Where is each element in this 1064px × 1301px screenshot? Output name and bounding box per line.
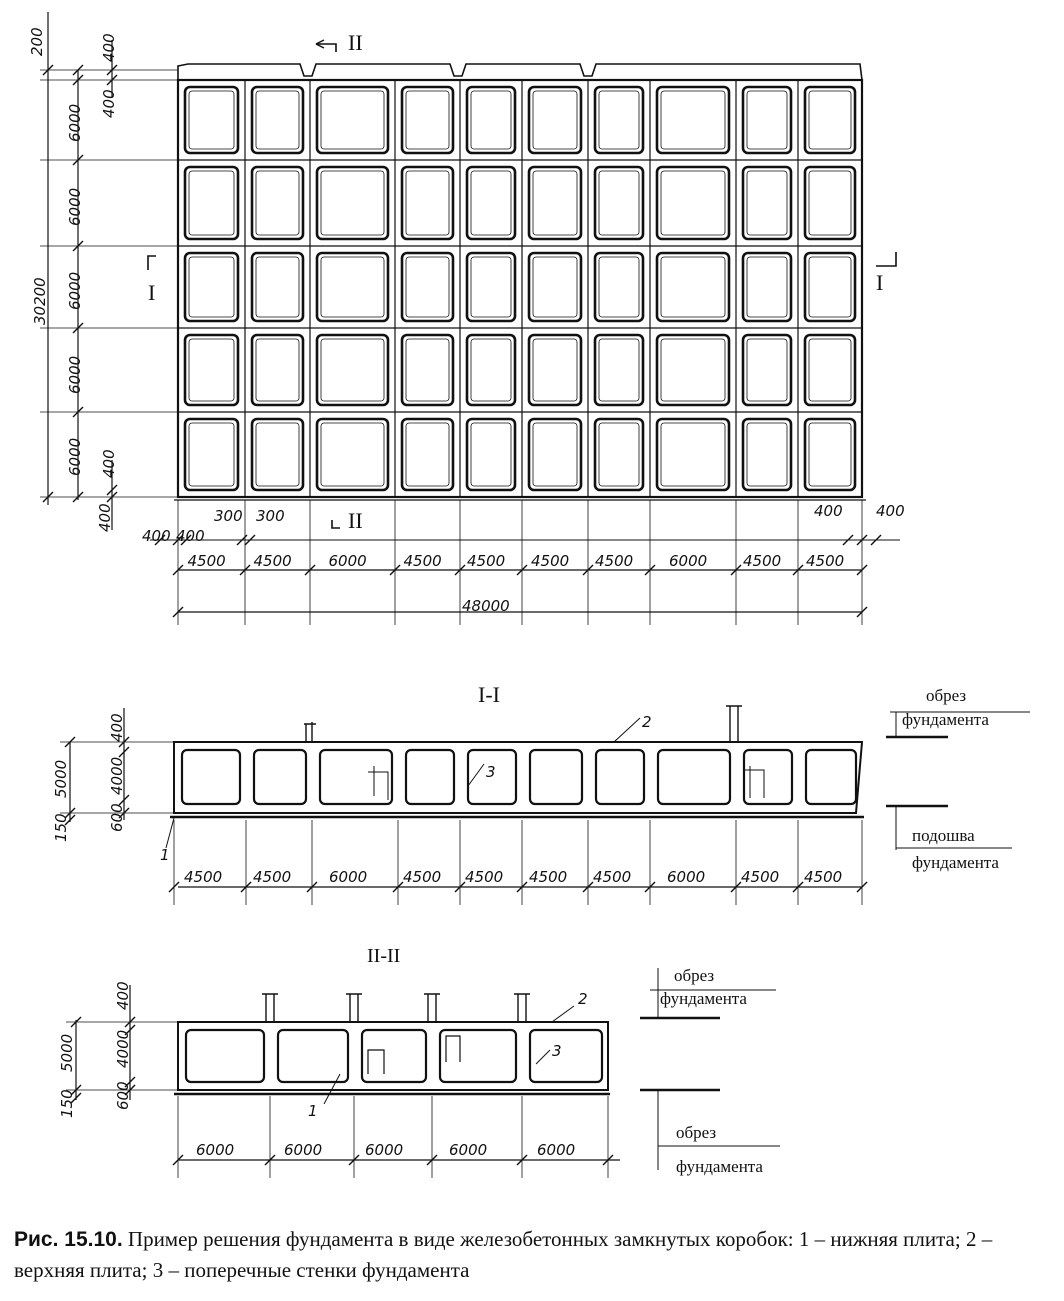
plan-cell-inner xyxy=(189,423,234,486)
s2-leader-2 xyxy=(552,1006,574,1022)
plan-cell xyxy=(185,167,238,239)
s1-cell xyxy=(254,750,306,804)
s1-label-top-1: обрез xyxy=(926,686,967,705)
plan-cell-inner xyxy=(533,423,577,486)
plan-cell-inner xyxy=(599,257,639,317)
plan-cell xyxy=(467,419,515,490)
s1-column-dim-label: 6000 xyxy=(329,868,368,886)
dim-top-wall: 400 xyxy=(100,33,118,62)
plan-cell-inner xyxy=(747,257,787,317)
s2-label-bottom-1: обрез xyxy=(676,1123,717,1142)
s2-cell xyxy=(530,1030,602,1082)
s1-cell xyxy=(744,750,792,804)
plan-cell-inner xyxy=(809,423,851,486)
plan-cell xyxy=(657,253,729,321)
plan-cell-inner xyxy=(189,257,234,317)
plan-cell xyxy=(529,167,581,239)
plan-cell xyxy=(743,335,791,405)
s1-column-stub xyxy=(726,706,742,742)
row-dim-4: 6000 xyxy=(66,355,84,394)
plan-cell-inner xyxy=(256,171,299,235)
s1-column-stub xyxy=(304,722,316,742)
plan-cell-inner xyxy=(599,171,639,235)
plan-cell-inner xyxy=(661,91,725,149)
section-arrow-bottom xyxy=(332,520,340,528)
s2-column-dim-label: 6000 xyxy=(196,1141,235,1159)
dim-left-400a: 400 xyxy=(142,527,171,545)
plan-cell-inner xyxy=(256,339,299,401)
plan-cell-inner xyxy=(256,257,299,317)
plan-cell-inner xyxy=(533,171,577,235)
s2-label-bottom-2: фундамента xyxy=(676,1157,763,1176)
plan-cell xyxy=(595,419,643,490)
plan-cell xyxy=(252,253,303,321)
plan-cell xyxy=(529,87,581,153)
s2-dim-base: 150 xyxy=(58,1089,76,1118)
s2-cell xyxy=(278,1030,348,1082)
plan-cell-inner xyxy=(406,91,449,149)
plan-cell xyxy=(252,335,303,405)
plan-cell xyxy=(529,335,581,405)
plan-cell xyxy=(402,335,453,405)
section-1-column-dimensions xyxy=(184,868,842,886)
plan-outline xyxy=(178,80,862,497)
s2-callout-1: 1 xyxy=(308,1102,318,1120)
section-2-column-dimensions xyxy=(196,1141,575,1159)
row-dim-5: 6000 xyxy=(66,437,84,476)
plan-cell-inner xyxy=(747,91,787,149)
dim-300a: 300 xyxy=(214,507,243,525)
s2-dim-inner: 4000 xyxy=(114,1029,132,1068)
plan-cell-inner xyxy=(747,339,787,401)
s2-column-dim-label: 6000 xyxy=(365,1141,404,1159)
s1-cell xyxy=(530,750,582,804)
plan-cell xyxy=(317,335,388,405)
dim-top-offset: 200 xyxy=(28,27,46,56)
s1-column-dim-label: 6000 xyxy=(667,868,706,886)
s1-callout-3: 3 xyxy=(486,763,496,781)
s2-column-stub xyxy=(424,994,440,1022)
s1-column-dim-label: 4500 xyxy=(741,868,780,886)
plan-cell xyxy=(657,167,729,239)
s1-callout-2: 2 xyxy=(642,713,652,731)
plan-cell-inner xyxy=(809,257,851,317)
plan-cell xyxy=(805,419,855,490)
s1-label-bottom-1: подошва xyxy=(912,826,975,845)
s1-leader-1 xyxy=(166,818,174,848)
plan-cell-inner xyxy=(747,423,787,486)
s1-dim-base: 150 xyxy=(52,813,70,842)
s1-column-dim-label: 4500 xyxy=(593,868,632,886)
s2-cell xyxy=(440,1030,516,1082)
section-1-title: I-I xyxy=(478,682,500,707)
plan-cell-inner xyxy=(406,171,449,235)
s1-dim-inner: 4000 xyxy=(108,756,126,795)
plan-cell xyxy=(595,335,643,405)
s1-dim-top: 400 xyxy=(108,713,126,742)
dim-top-wall-2: 400 xyxy=(100,89,118,118)
plan-cell-inner xyxy=(471,91,511,149)
plan-cell-inner xyxy=(406,339,449,401)
plan-cell xyxy=(467,87,515,153)
section-mark-bottom: II xyxy=(348,508,363,533)
s2-leader-3 xyxy=(536,1050,550,1064)
s1-cell xyxy=(182,750,240,804)
plan-cell xyxy=(743,419,791,490)
plan-cell-inner xyxy=(189,91,234,149)
s1-cell xyxy=(658,750,730,804)
s2-dim-height: 5000 xyxy=(58,1033,76,1072)
plan-column-dim-label: 4500 xyxy=(743,552,782,570)
plan-cell-inner xyxy=(189,171,234,235)
s1-label-top-2: фундамента xyxy=(902,710,989,729)
plan-top-slab-edge xyxy=(178,64,862,80)
plan-cell xyxy=(805,87,855,153)
s1-opening xyxy=(744,766,764,798)
plan-cell xyxy=(467,335,515,405)
plan-cell xyxy=(805,167,855,239)
s2-cell xyxy=(362,1030,426,1082)
section-arrow-left xyxy=(148,256,156,270)
plan-column-dim-label: 4500 xyxy=(403,552,442,570)
plan-column-dimensions xyxy=(188,552,845,570)
plan-cell-inner xyxy=(533,91,577,149)
plan-cell-inner xyxy=(599,91,639,149)
s1-callout-1: 1 xyxy=(160,846,170,864)
plan-cell xyxy=(595,253,643,321)
plan-cell-inner xyxy=(533,257,577,317)
plan-cell xyxy=(743,253,791,321)
plan-cell-inner xyxy=(471,339,511,401)
plan-cell xyxy=(402,167,453,239)
row-dim-3: 6000 xyxy=(66,271,84,310)
dim-bottom-wall-2: 400 xyxy=(96,503,114,532)
plan-cell-inner xyxy=(256,423,299,486)
s2-column-dim-label: 6000 xyxy=(284,1141,323,1159)
s2-cell xyxy=(186,1030,264,1082)
plan-cell xyxy=(805,253,855,321)
plan-cell xyxy=(402,419,453,490)
plan-cell-inner xyxy=(747,171,787,235)
plan-cell-inner xyxy=(471,257,511,317)
dim-total-width: 48000 xyxy=(462,597,510,615)
section-mark-top: II xyxy=(348,30,363,55)
s2-column-stub xyxy=(514,994,530,1022)
s2-callout-2: 2 xyxy=(578,990,588,1008)
plan-column-dim-label: 4500 xyxy=(187,552,226,570)
dim-right-400a: 400 xyxy=(814,502,843,520)
s1-column-dim-label: 4500 xyxy=(804,868,843,886)
s2-dim-top: 400 xyxy=(114,981,132,1010)
plan-cell xyxy=(317,253,388,321)
plan-cell-inner xyxy=(599,423,639,486)
plan-cell xyxy=(595,167,643,239)
plan-cell xyxy=(743,167,791,239)
plan-cell-inner xyxy=(809,91,851,149)
s2-dim-bottom-slab: 600 xyxy=(114,1081,132,1110)
s2-label-top-1: обрез xyxy=(674,966,715,985)
s1-dim-bottom-slab: 600 xyxy=(108,803,126,832)
row-dim-1: 6000 xyxy=(66,103,84,142)
plan-cell xyxy=(317,87,388,153)
section-mark-right: I xyxy=(876,270,884,295)
s1-cell xyxy=(806,750,856,804)
plan-cell xyxy=(467,167,515,239)
plan-cell xyxy=(743,87,791,153)
plan-cell xyxy=(657,419,729,490)
plan-cell xyxy=(252,419,303,490)
plan-cell xyxy=(402,253,453,321)
plan-cell-inner xyxy=(809,339,851,401)
plan-cell-inner xyxy=(321,91,384,149)
plan-column-dim-label: 4500 xyxy=(531,552,570,570)
section-mark-left: I xyxy=(148,280,156,305)
s1-dim-height: 5000 xyxy=(52,759,70,798)
s1-leader-2 xyxy=(614,718,640,742)
plan-column-dim-label: 4500 xyxy=(595,552,634,570)
plan-cell-inner xyxy=(471,171,511,235)
plan-cell xyxy=(402,87,453,153)
figure-caption xyxy=(14,1224,1054,1286)
s1-column-dim-label: 4500 xyxy=(529,868,568,886)
section-2-title: II-II xyxy=(367,945,401,967)
plan-cell-inner xyxy=(471,423,511,486)
plan-cell-inner xyxy=(809,171,851,235)
s1-label-bottom-2: фундамента xyxy=(912,853,999,872)
plan-cell xyxy=(317,167,388,239)
s1-leader-3 xyxy=(468,764,484,786)
plan-cell xyxy=(657,87,729,153)
plan-cell xyxy=(595,87,643,153)
dim-bottom-wall: 400 xyxy=(100,449,118,478)
plan-column-dim-label: 4500 xyxy=(253,552,292,570)
plan-cell xyxy=(317,419,388,490)
s2-label-top-2: фундамента xyxy=(660,989,747,1008)
s2-column-dim-label: 6000 xyxy=(449,1141,488,1159)
s1-column-dim-label: 4500 xyxy=(184,868,223,886)
s1-column-dim-label: 4500 xyxy=(253,868,292,886)
s2-callout-3: 3 xyxy=(552,1042,562,1060)
plan-cell-inner xyxy=(661,423,725,486)
dim-right-400b: 400 xyxy=(876,502,905,520)
section-arrow-right xyxy=(876,252,896,266)
plan-cell-inner xyxy=(533,339,577,401)
plan-cell xyxy=(805,335,855,405)
plan-cell xyxy=(185,419,238,490)
plan-cell xyxy=(185,253,238,321)
plan-cell xyxy=(252,167,303,239)
s1-cell xyxy=(596,750,644,804)
plan-cell-inner xyxy=(256,91,299,149)
plan-cell xyxy=(529,253,581,321)
plan-column-dim-label: 4500 xyxy=(806,552,845,570)
dim-left-400b: 400 xyxy=(176,527,205,545)
s2-column-stub xyxy=(346,994,362,1022)
s1-opening xyxy=(368,766,388,800)
plan-cell-inner xyxy=(599,339,639,401)
plan-cell xyxy=(252,87,303,153)
s1-column-dim-label: 4500 xyxy=(465,868,504,886)
plan-cell-inner xyxy=(321,423,384,486)
plan-column-dim-label: 4500 xyxy=(467,552,506,570)
s2-opening xyxy=(368,1036,460,1074)
s1-cell xyxy=(406,750,454,804)
plan-column-dim-label: 6000 xyxy=(669,552,708,570)
plan-cell-inner xyxy=(406,423,449,486)
s2-column-dim-label: 6000 xyxy=(537,1141,576,1159)
s1-cell xyxy=(320,750,392,804)
s1-column-dim-label: 4500 xyxy=(403,868,442,886)
plan-cell-inner xyxy=(321,339,384,401)
plan-cell xyxy=(529,419,581,490)
plan-cell xyxy=(185,87,238,153)
caption-label: Рис. 15.10. xyxy=(14,1228,123,1251)
dim-300b: 300 xyxy=(256,507,285,525)
plan-column-dim-label: 6000 xyxy=(328,552,367,570)
plan-cell xyxy=(185,335,238,405)
s2-column-stub xyxy=(262,994,278,1022)
plan-cell-inner xyxy=(661,171,725,235)
plan-cell-inner xyxy=(406,257,449,317)
caption-text: Пример решения фундамента в виде железобетонных замкнутых коробок: 1 – нижняя плита; 2 – верхняя плита; 3 – поперечные стенки фундамента xyxy=(14,1227,993,1282)
s1-outline xyxy=(174,742,862,813)
plan-cell-inner xyxy=(661,339,725,401)
plan-cell-inner xyxy=(661,257,725,317)
plan-cell xyxy=(467,253,515,321)
dim-total-height: 30200 xyxy=(31,277,49,325)
plan-cell-inner xyxy=(321,171,384,235)
plan-cell xyxy=(657,335,729,405)
row-dim-2: 6000 xyxy=(66,187,84,226)
plan-cell-inner xyxy=(189,339,234,401)
plan-cell-inner xyxy=(321,257,384,317)
